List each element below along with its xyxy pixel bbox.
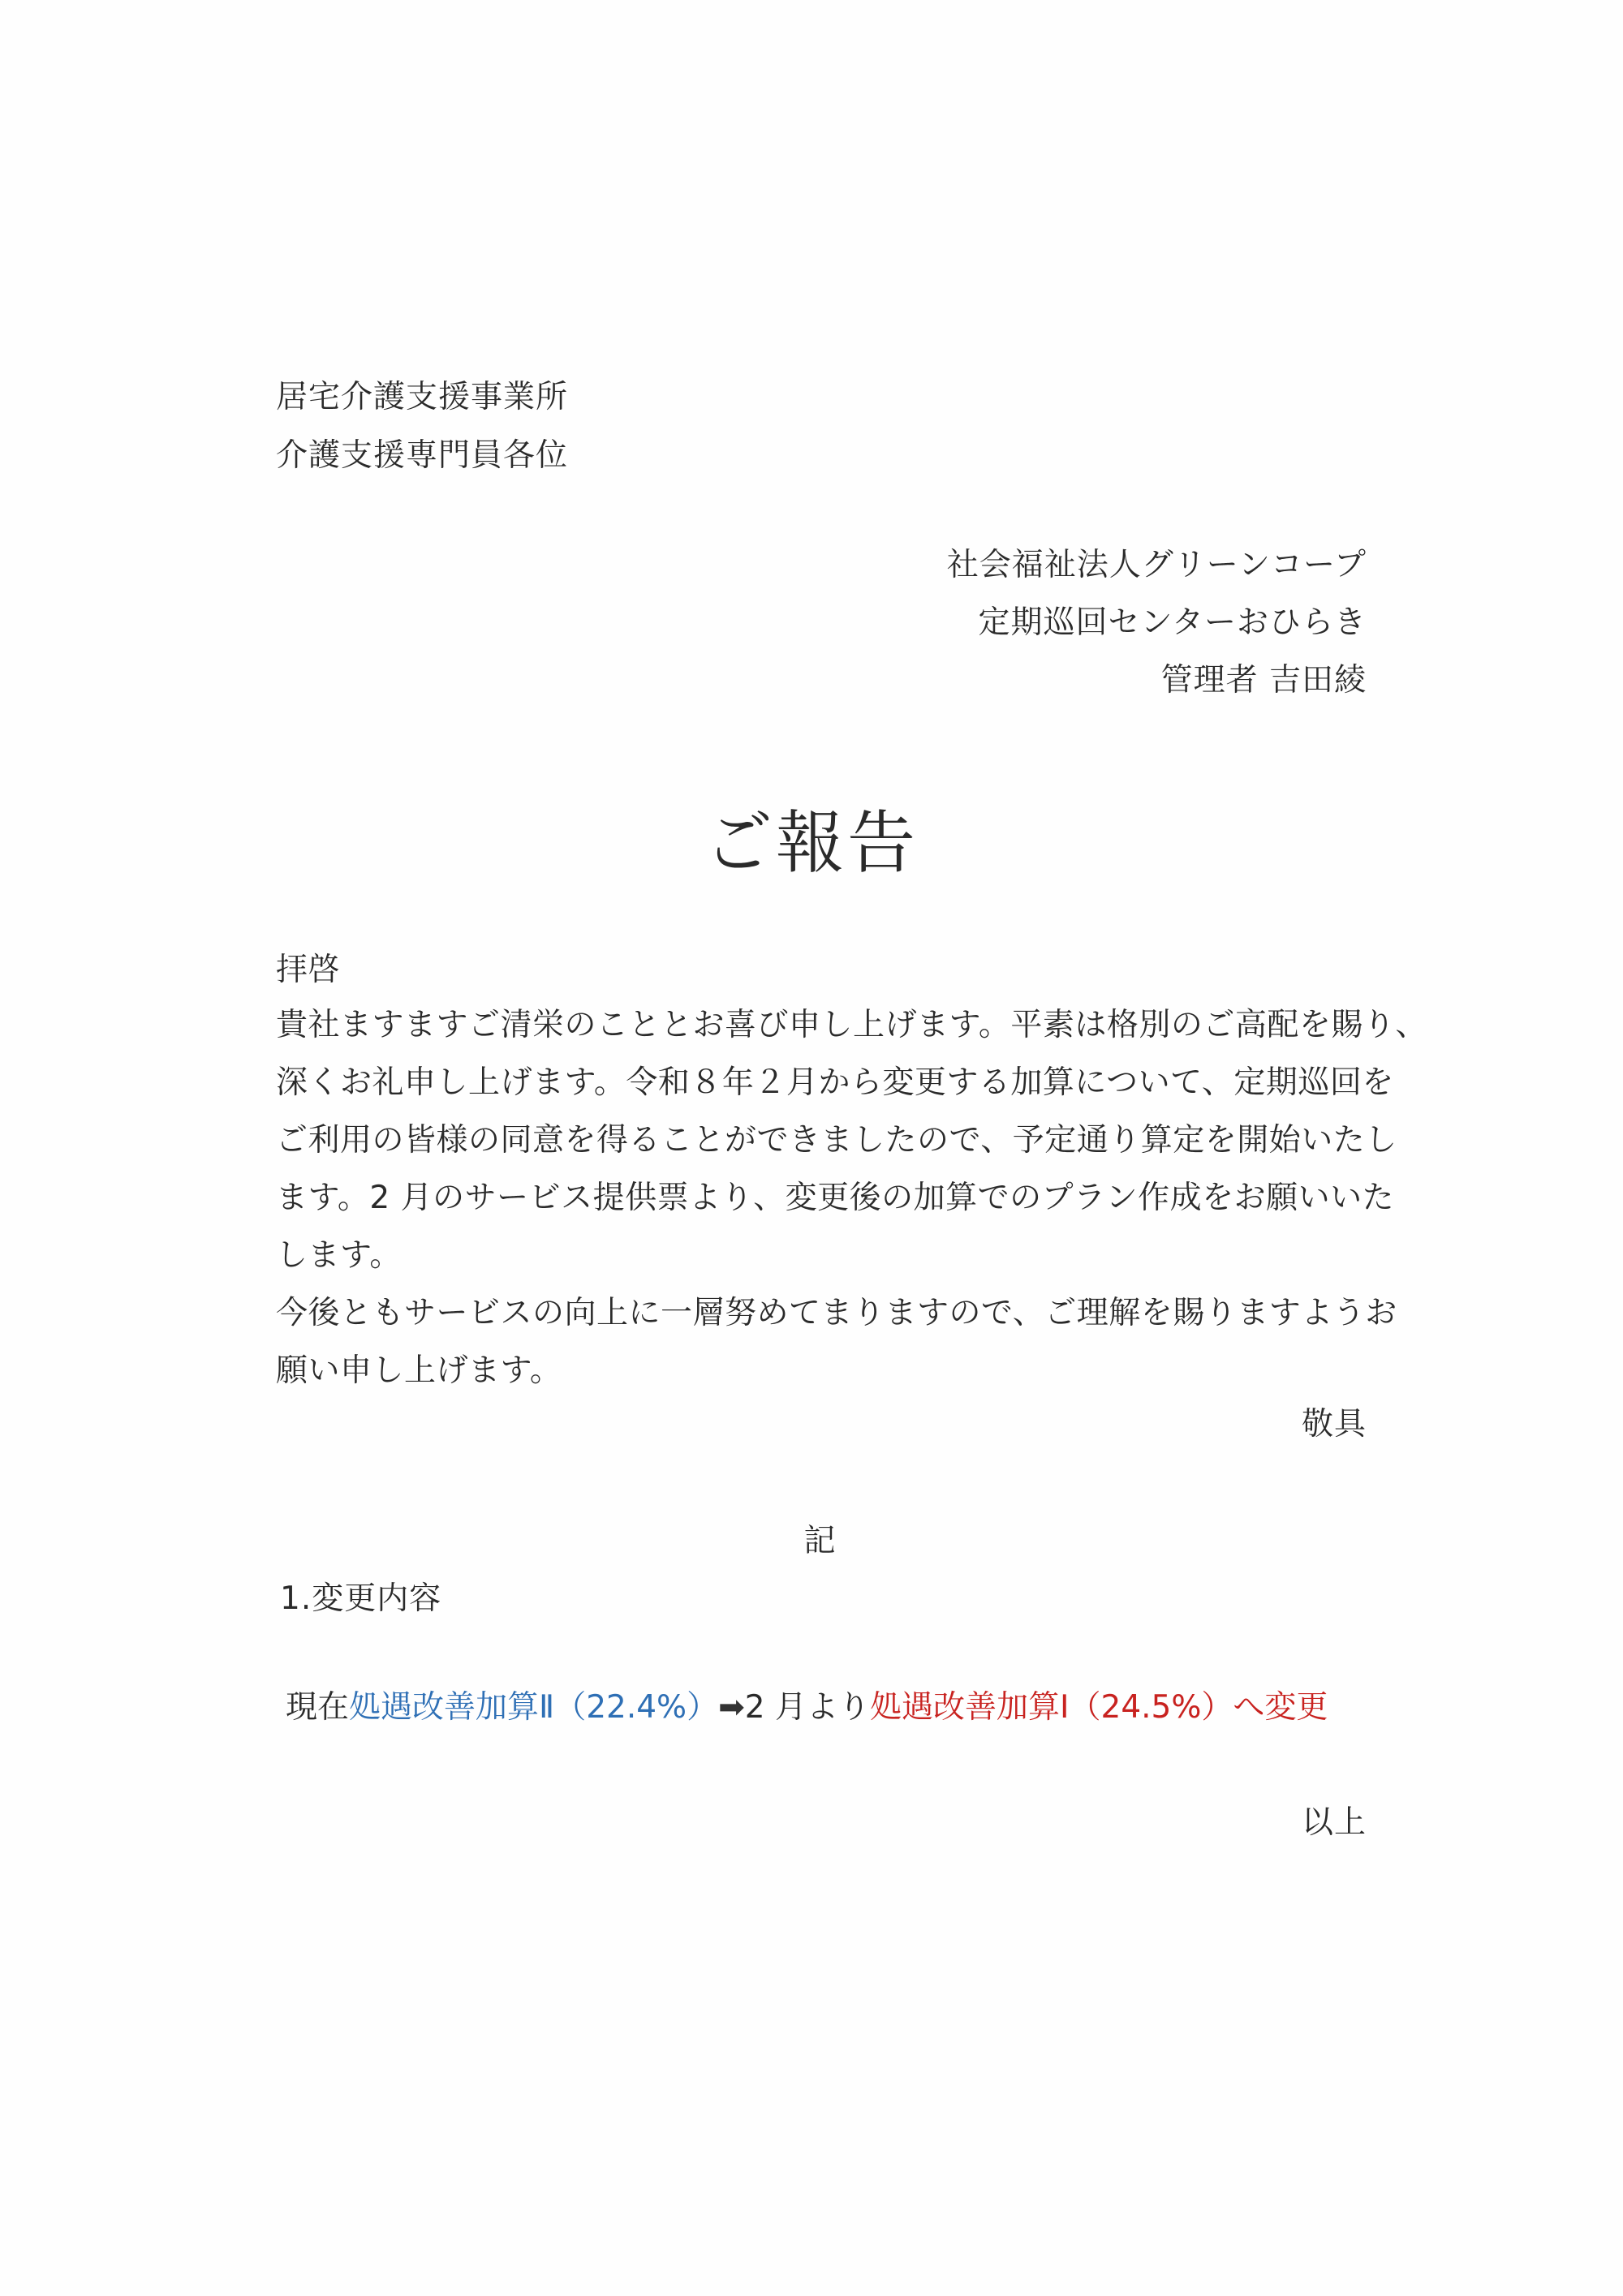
- section-heading: 1.変更内容: [280, 1580, 442, 1617]
- body-line-1: 貴社ますますご清栄のこととお喜び申し上げます。平素は格別のご高配を賜り、: [276, 1007, 1427, 1043]
- document-title: ご報告: [704, 803, 919, 883]
- right-arrow-icon: ➡: [718, 1689, 745, 1726]
- end-mark: 以上: [1301, 1804, 1367, 1841]
- sender-center: 定期巡回センターおひらき: [978, 604, 1367, 641]
- body-line-3: ご利用の皆様の同意を得ることができましたので、予定通り算定を開始いたし: [276, 1122, 1397, 1159]
- opening-salutation: 拝啓: [276, 952, 341, 988]
- body-line-4: ます。2 月のサービス提供票より、変更後の加算でのプラン作成をお願いいた: [276, 1180, 1395, 1216]
- body-line-6: 今後ともサービスの向上に一層努めてまりますので、ご理解を賜りますようお: [276, 1295, 1397, 1331]
- recipient-line-2: 介護支援専門員各位: [276, 437, 569, 474]
- recipient-line-1: 居宅介護支援事業所: [276, 379, 569, 415]
- change-month: 2 月より: [744, 1689, 871, 1726]
- body-line-7: 願い申し上げます。: [276, 1352, 562, 1389]
- ki-marker: 記: [803, 1523, 836, 1559]
- change-statement: [286, 1689, 1328, 1726]
- body-line-2: 深くお礼申し上げます。令和８年２月から変更する加算について、定期巡回を: [276, 1064, 1394, 1101]
- change-prefix: 現在: [286, 1689, 350, 1726]
- sender-organization: 社会福祉法人グリーンコープ: [946, 547, 1367, 583]
- new-allowance: 処遇改善加算Ⅰ（24.5%）へ変更: [870, 1689, 1328, 1726]
- sender-manager: 管理者 吉田綾: [1160, 662, 1367, 699]
- closing-salutation: 敬具: [1301, 1406, 1367, 1443]
- current-allowance: 処遇改善加算Ⅱ（22.4%）: [349, 1689, 719, 1726]
- body-line-5: します。: [276, 1237, 402, 1274]
